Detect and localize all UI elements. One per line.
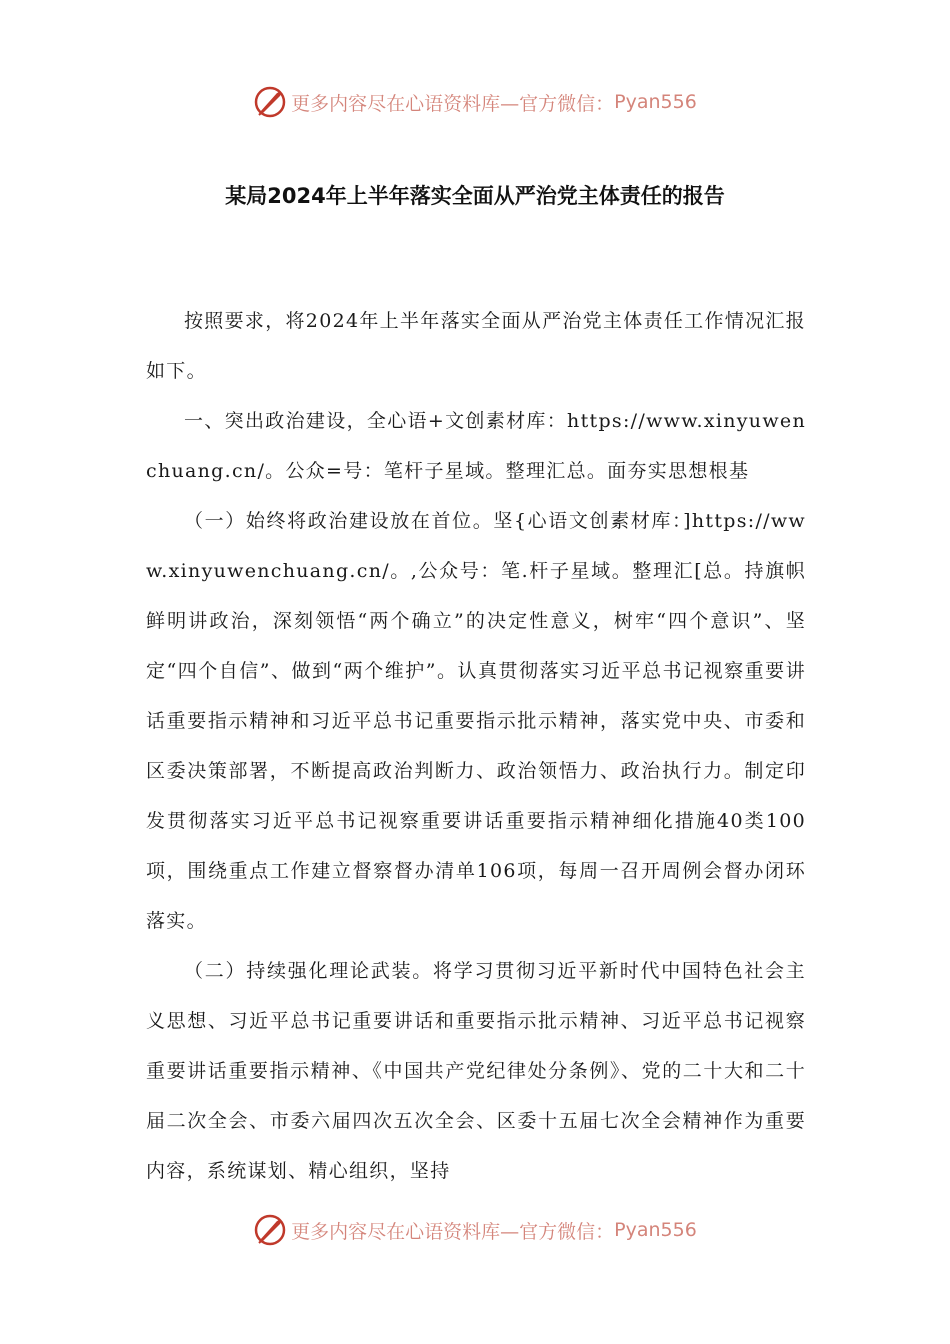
paragraph-subsection-2: （二）持续强化理论武装。将学习贯彻习近平新时代中国特色社会主义思想、习近平总书记重要讲话和重要指示批示精神、习近平总书记视察重要讲话重要指示精神、《中国共产党纪律处分条例》、党的二十大和二十届二次全会、市委六届四次五次全会、区委十五届七次全会精神作为重要内容，系统谋划、精心组织，坚持 <box>146 960 806 1182</box>
quill-pen-icon <box>253 85 287 119</box>
quill-pen-icon <box>253 1213 287 1247</box>
banner-text: 更多内容尽在心语资料库—官方微信： <box>291 92 615 115</box>
header-banner <box>0 82 950 122</box>
banner-wechat-id: Pyan556 <box>614 91 697 113</box>
document-title: 某局2024年上半年落实全面从严治党主体责任的报告 <box>225 184 725 208</box>
banner-text: 更多内容尽在心语资料库—官方微信： <box>291 1220 615 1243</box>
paragraph-intro: 按照要求，将2024年上半年落实全面从严治党主体责任工作情况汇报如下。 <box>146 310 806 382</box>
paragraph-section-1: 一、突出政治建设，全心语+文创素材库：https://www.xinyuwenchuang.cn/。公众=号：笔杆子星域。整理汇总。面夯实思想根基 <box>146 410 806 482</box>
banner-wechat-id: Pyan556 <box>614 1219 697 1241</box>
footer-banner <box>0 1210 950 1250</box>
paragraph-subsection-1: （一）始终将政治建设放在首位。坚{心语文创素材库：]https://www.xinyuwenchuang.cn/。,公众号：笔.杆子星域。整理汇[总。持旗帜鲜明讲政治，深刻领悟“两个确立”的决定性意义，树牢“四个意识”、坚定“四个自信”、做到“两个维护”。认真贯彻落实习近平总书记视察重要讲话重要指示精神和习近平总书记重要指示批示精神，落实党中央、市委和区委决策部署，不断提高政治判断力、政治领悟力、政治执行力。制定印发贯彻落实习近平总书记视察重要讲话重要指示精神细化措施40类100项，围绕重点工作建立督察督办清单106项，每周一召开周例会督办闭环落实。 <box>146 510 806 932</box>
document-body <box>146 296 806 1196</box>
